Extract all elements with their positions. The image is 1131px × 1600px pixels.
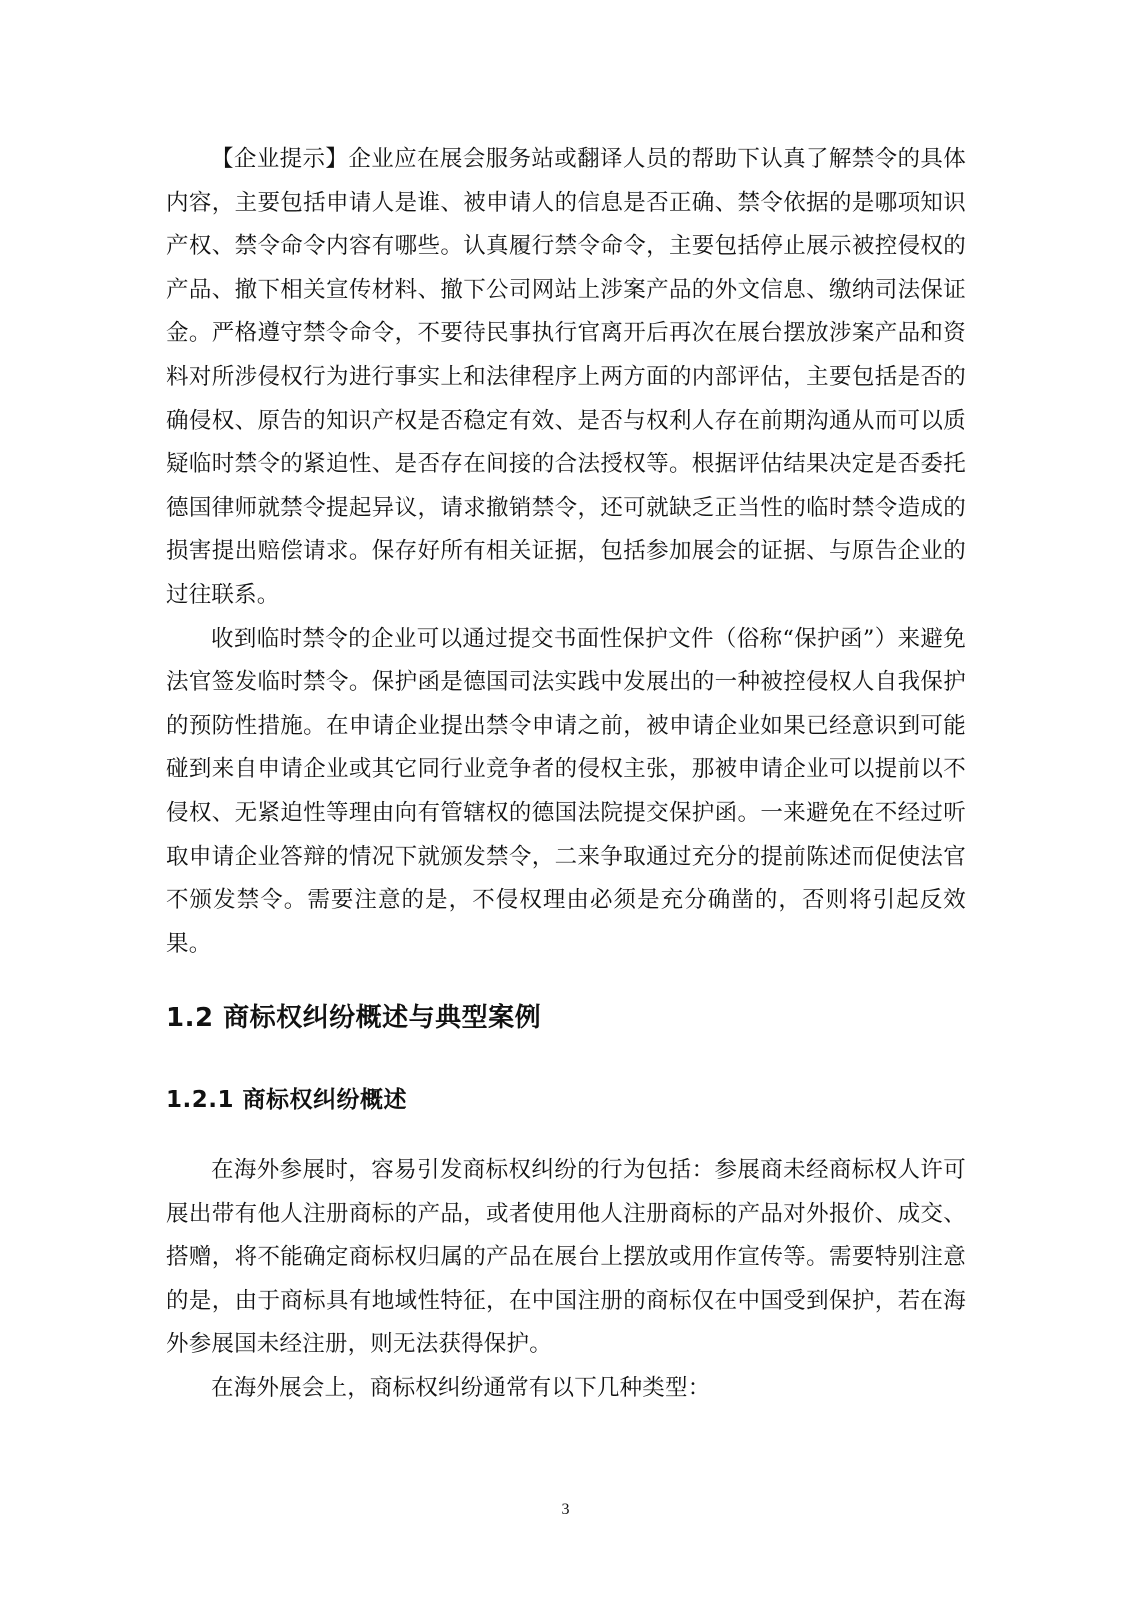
heading-1-2: 1.2 商标权纠纷概述与典型案例 — [166, 1003, 542, 1033]
section-trademark-overview — [166, 1149, 966, 1411]
trademark-overview-paragraph: 在海外参展时，容易引发商标权纠纷的行为包括：参展商未经商标权人许可展出带有他人注册商标的产品，或者使用他人注册商标的产品对外报价、成交、搭赠，将不能确定商标权归属的产品在展台上摆放或用作宣传等。需要特别注意的是，由于商标具有地域性特征，在中国注册的商标仅在中国受到保护，若在海外参展国未经注册，则无法获得保护。 — [166, 1157, 966, 1358]
trademark-types-intro-paragraph: 在海外展会上，商标权纠纷通常有以下几种类型： — [211, 1374, 711, 1401]
page-number: 3 — [561, 1501, 570, 1518]
protective-letter-paragraph: 收到临时禁令的企业可以通过提交书面性保护文件（俗称“保护函”）来避免法官签发临时禁令。保护函是德国司法实践中发展出的一种被控侵权人自我保护的预防性措施。在申请企业提出禁令申请之前，被申请企业如果已经意识到可能碰到来自申请企业或其它同行业竞争者的侵权主张，那被申请企业可以提前以不侵权、无紧迫性等理由向有管辖权的德国法院提交保护函。一来避免在不经过听取申请企业答辩的情况下就颁发禁令，二来争取通过充分的提前陈述而促使法官不颁发禁令。需要注意的是，不侵权理由必须是充分确凿的，否则将引起反效果。 — [166, 625, 966, 957]
enterprise-tip-text: 企业应在展会服务站或翻译人员的帮助下认真了解禁令的具体内容，主要包括申请人是谁、被申请人的信息是否正确、禁令依据的是哪项知识产权、禁令命令内容有哪些。认真履行禁令命令，主要包括停止展示被控侵权的产品、撤下相关宣传材料、撤下公司网站上涉案产品的外文信息、缴纳司法保证金。严格遵守禁令命令，不要待民事执行官离开后再次在展台摆放涉案产品和资料对所涉侵权行为进行事实上和法律程序上两方面的内部评估，主要包括是否的确侵权、原告的知识产权是否稳定有效、是否与权利人存在前期沟通从而可以质疑临时禁令的紧迫性、是否存在间接的合法授权等。根据评估结果决定是否委托德国律师就禁令提起异议，请求撤销禁令，还可就缺乏正当性的临时禁令造成的损害提出赔偿请求。保存好所有相关证据，包括参加展会的证据、与原告企业的过往联系。 — [166, 146, 966, 608]
heading-1-2-1: 1.2.1 商标权纠纷概述 — [166, 1087, 407, 1113]
enterprise-tip-label: 【企业提示】 — [211, 146, 349, 172]
section-injunction-tips — [166, 138, 966, 966]
enterprise-tip-paragraph — [166, 138, 966, 618]
